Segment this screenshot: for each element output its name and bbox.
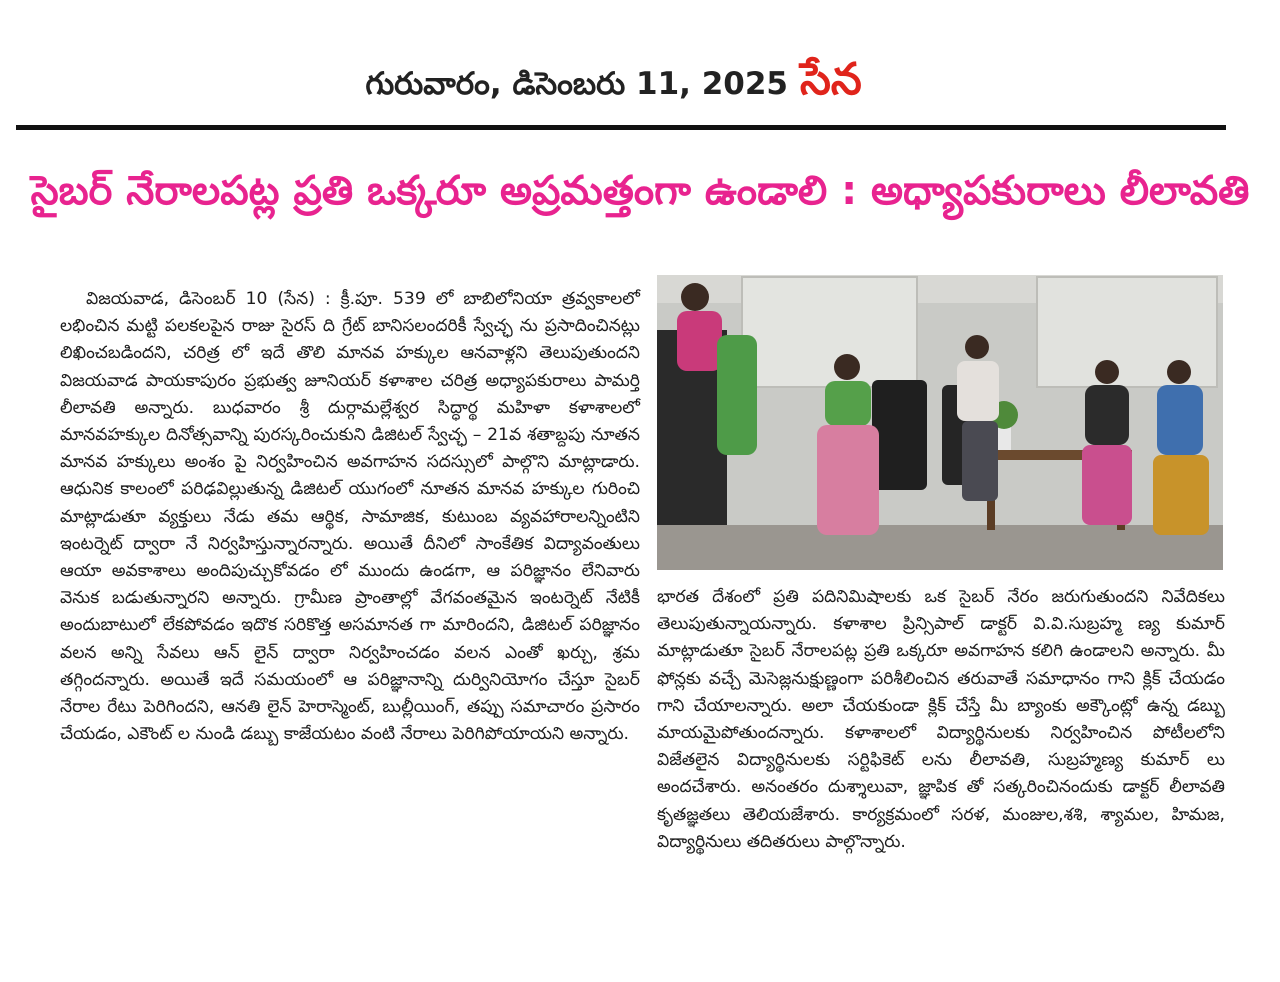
event-photo — [657, 275, 1223, 570]
article-text-right: భారత దేశంలో ప్రతి పదినిమిషాలకు ఒక సైబర్ నేరం జరుగుతుందని నివేదికలు తెలుపుతున్నాయన్నారు. కళాశాల ప్రిన్సిపాల్ డాక్టర్ వి.వి.సుబ్రహ్మ ణ్య కుమార్ మాట్లాడుతూ సైబర్ నేరాలపట్ల ప్రతి ఒక్కరూ అవగాహన కలిగి ఉండాలని అన్నారు. మీ ఫోన్లకు వచ్చే మెసెజ్లనుక్షుణ్ణంగా పరిశీలించిన తరువాతే సమాధానం గాని క్లిక్ చేయడం గాని చేయాలన్నారు. అలా చేయకుండా క్లిక్ చేస్తే మీ బ్యాంకు అక్కౌంట్లో ఉన్న డబ్బు మాయమైపోతుందన్నారు. కళాశాలలో విద్యార్థినులకు నిర్వహించిన పోటీలలోని విజేతలైన విద్యార్థినులకు సర్టిఫికెట్ లను లీలావతి, సుబ్రహ్మణ్య కుమార్ లు అందచేశారు. అనంతరం దుశ్శాలువా, జ్ఞాపిక తో సత్కరించినందుకు డాక్టర్ లీలావతి కృతజ్ఞతలు తెలియజేశారు. కార్యక్రమంలో సరళ, మంజుల,శశి, శ్యామల, హిమజ, విద్యార్థినులు తదితరులు పాల్గొన్నారు. — [657, 587, 1225, 852]
masthead — [0, 54, 1280, 118]
headline: సైబర్ నేరాలపట్ల ప్రతి ఒక్కరూ అప్రమత్తంగా ఉండాలి : అధ్యాపకురాలు లీలావతి — [30, 168, 1250, 214]
masthead-divider — [16, 125, 1226, 130]
article-column-right — [657, 584, 1225, 856]
article-column-left — [60, 286, 640, 748]
dateline: గురువారం, డిసెంబరు 11, 2025 — [365, 66, 788, 102]
stage-photo-illustration — [657, 275, 1223, 570]
article-text-left: విజయవాడ, డిసెంబర్ 10 (సేన) : క్రీ.పూ. 539 లో బాబిలోనియా త్రవ్వకాలలో లభించిన మట్టి పలకలపైన రాజు సైరస్ ది గ్రేట్ బానిసలందరికీ స్వేచ్ఛ ను ప్రసాదించినట్లు లిఖించబడిందని, చరిత్ర లో ఇదే తొలి మానవ హక్కుల ఆనవాళ్లని తెలుపుతుందని విజయవాడ పాయకాపురం ప్రభుత్వ జూనియర్ కళాశాల చరిత్ర అధ్యాపకురాలు పామర్తి లీలావతి అన్నారు. బుధవారం శ్రీ దుర్గామల్లేశ్వర సిద్ధార్థ మహిళా కళాశాలలో మానవహక్కుల దినోత్సవాన్ని పురస్కరించుకుని డిజిటల్ స్వేచ్ఛ – 21వ శతాబ్దపు నూతన మానవ హక్కులు అంశం పై నిర్వహించిన అవగాహన సదస్సులో పాల్గొని మాట్లాడారు. ఆధునిక కాలంలో పరిఢవిల్లుతున్న డిజిటల్ యుగంలో నూతన మానవ హక్కుల గురించి మాట్లాడుతూ వ్యక్తులు నేడు తమ ఆర్థిక, సామాజిక, కుటుంబ వ్యవహారాలన్నింటిని ఇంటర్నెట్ ద్వారా నే నిర్వహిస్తున్నారన్నారు. అయితే దీనిలో సాంకేతిక విద్యావంతులు ఆయా అవకాశాలు అందిపుచ్చుకోవడం లో ముందు ఉండగా, ఆ పరిజ్ఞానం లేనివారు వెనుక బడుతున్నారని అన్నారు. గ్రామీణ ప్రాంతాల్లో వేగవంతమైన ఇంటర్నెట్ నేటికీ అందుబాటులో లేకపోవడం ఇదొక సరికొత్త అసమానత గా మారిందని, డిజిటల్ పరిజ్ఞానం వలన అన్ని సేవలు ఆన్ లైన్ ద్వారా నిర్వహించడం వలన ఎంతో ఖర్చు, శ్రమ తగ్గిందన్నారు. అయితే ఇదే సమయంలో ఆ పరిజ్ఞానాన్ని దుర్వినియోగం చేస్తూ సైబర్ నేరాల రేటు పెరిగిందని, ఆనతి లైన్ హెరాస్మెంట్, బుల్లీయింగ్, తప్పు సమాచారం ప్రసారం చేయడం, ఎకౌంట్ ల నుండి డబ్బు కాజేయటం వంటి నేరాలు పెరిగిపోయాయని అన్నారు. — [60, 289, 640, 745]
newspaper-logo: సేన — [800, 54, 862, 105]
